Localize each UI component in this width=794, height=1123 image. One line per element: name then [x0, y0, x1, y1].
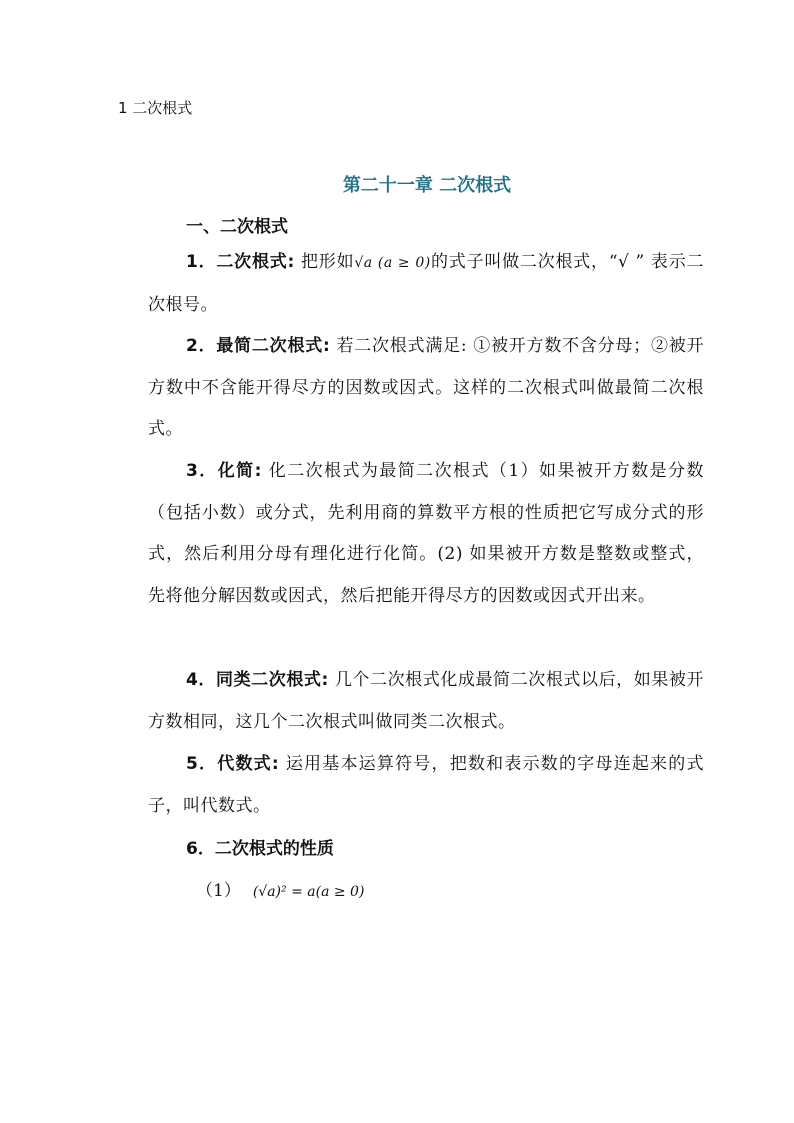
chapter-title: 第二十一章 二次根式: [342, 175, 512, 196]
definition-paragraph-5: 5．代数式: 运用基本运算符号，把数和表示数的字母连起来的式子，叫代数式。: [148, 754, 704, 816]
term-label: 2．最简二次根式: [186, 336, 323, 356]
term-label: 4．同类二次根式: [186, 670, 322, 690]
definition-paragraph-4: 4．同类二次根式: 几个二次根式化成最简二次根式以后，如果被开方数相同，这几个二次根式叫做同类二次根式。: [148, 670, 704, 732]
formula-index: （1）: [196, 881, 241, 901]
page-header-label: 1 二次根式: [118, 99, 193, 117]
formula-row: [196, 876, 364, 901]
definition-text: 若二次根式满足: ①被开方数不含分母；②被开方数中不含能开得尽方的因数或因式。这样的二次根式叫做最简二次根式。: [148, 336, 704, 439]
definition-text: 几个二次根式化成最简二次根式以后，如果被开方数相同，这几个二次根式叫做同类二次根式。: [148, 670, 704, 732]
section-heading: 一、二次根式: [186, 217, 288, 237]
definition-text: 把形如: [294, 252, 355, 272]
term-label: 5．代数式: [186, 754, 272, 774]
definition-text: 的式子叫做二次根式，“√ ” 表示二次根号。: [148, 252, 704, 315]
definition-paragraph-2: 2．最简二次根式: 若二次根式满足: ①被开方数不含分母；②被开方数中不含能开得尽方的因数或因式。这样的二次根式叫做最简二次根式。: [148, 336, 704, 439]
term-label: 3．化简: [186, 461, 255, 481]
properties-heading: 6．二次根式的性质: [186, 839, 334, 859]
sqrt-expression: √a (a ≥ 0): [354, 255, 431, 271]
definition-text: 化二次根式为最简二次根式（1）如果被开方数是分数（包括小数）或分式，先利用商的算数平方根的性质把它写成分式的形式，然后利用分母有理化进行化简。(2) 如果被开方数是整数或整式，先将他分解因数或因式，然后把能开得尽方的因数或因式开出来。: [148, 461, 704, 606]
definition-text: 运用基本运算符号，把数和表示数的字母连起来的式子，叫代数式。: [148, 754, 704, 816]
formula-expression: (√a)² = a(a ≥ 0): [252, 884, 365, 900]
definition-paragraph-3: 3．化简: 化二次根式为最简二次根式（1）如果被开方数是分数（包括小数）或分式，先利用商的算数平方根的性质把它写成分式的形式，然后利用分母有理化进行化简。(2) 如果被开方数是整数或整式，先将他分解因数或因式，然后把能开得尽方的因数或因式开出来。: [148, 461, 704, 606]
definition-paragraph-1: 1．二次根式: 把形如√a (a ≥ 0)的式子叫做二次根式，“√ ” 表示二次根号。: [148, 252, 704, 315]
term-label: 1．二次根式: [186, 252, 288, 272]
